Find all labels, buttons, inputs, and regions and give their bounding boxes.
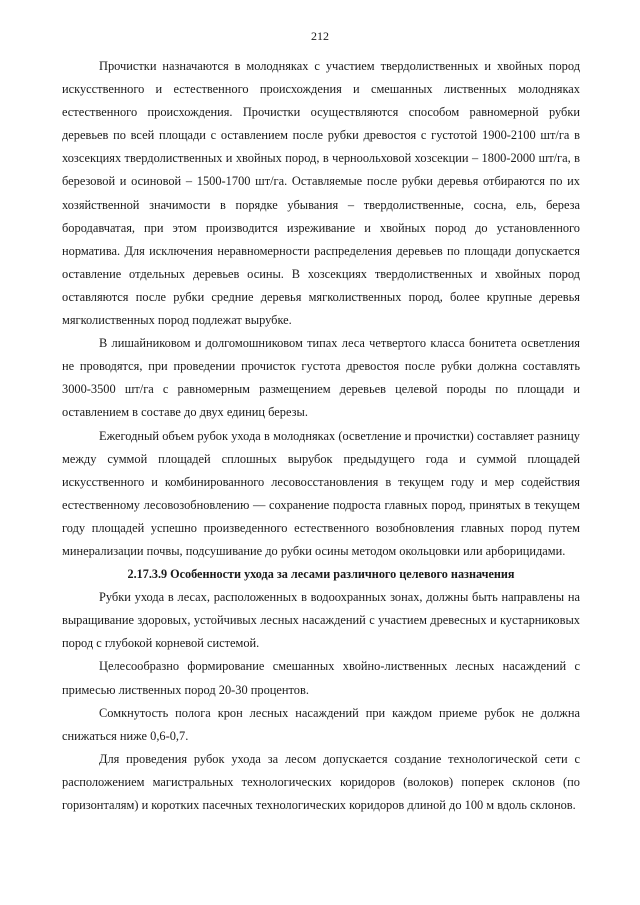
section-heading: 2.17.3.9 Особенности ухода за лесами различного целевого назначения (127, 567, 515, 582)
paragraph-lichen-forest-types: В лишайниковом и долгомошниковом типах леса четвертого класса бонитета осветления не проводятся, при проведении прочисток густота древостоя после рубки должна составлять 3000-3500 шт/га с равномерным размещением деревьев целевой породы по площади и оставлением в составе до двух единиц березы. (62, 336, 580, 420)
paragraph-technological-network: Для проведения рубок ухода за лесом допускается создание технологической сети с расположением магистральных технологических коридоров (волоков) поперек склонов (по горизонталям) и коротких пасечных технологических коридоров длиной до 100 м вдоль склонов. (62, 751, 580, 812)
paragraph-thinning-cleaning: Прочистки назначаются в молодняках с участием твердолиственных и хвойных пород искусственного и естественного происхождения и смешанных лиственных молодняках естественного происхождения. Прочистки осуществляются способом равномерной рубки деревьев по всей площади с оставлением после рубки древостоя с густотой 1900-2100 шт/га в хозсекциях твердолиственных и хвойных пород, в черноольховой хозсекции – 1800-2000 шт/га, в березовой и осиновой – 1500-1700 шт/га. Оставляемые после рубки деревья отбираются по их хозяйственной значимости в порядке убывания – твердолиственные, сосна, ель, береза бородавчатая, при этом производится изреживание и хвойных пород до установленного норматива. Для исключения неравномерности распределения деревьев по площади допускается оставление отдельных деревьев осины. В хозсекциях твердолиственных и хвойных пород оставляются после рубки средние деревья мягколиственных пород, более крупные деревья мягколиственных пород подлежат вырубке. (62, 59, 580, 328)
page-number: 212 (311, 29, 329, 43)
page-body (62, 55, 580, 817)
paragraph-mixed-stands: Целесообразно формирование смешанных хвойно-лиственных лесных насаждений с примесью лиственных пород 20-30 процентов. (62, 659, 580, 697)
paragraph-annual-volume: Ежегодный объем рубок ухода в молодняках (осветление и прочистки) составляет разницу между суммой площадей сплошных вырубок предыдущего года и суммой площадей искусственного и комбинированного лесовосстановления в текущем году и мер содействия естественному лесовозобновлению — сохранение подроста главных пород, принятых в текущем году площадей успешно произведенного естественного возобновления главных пород путем минерализации почвы, подсушивание до рубки осины методом окольцовки или арборицидами. (62, 428, 580, 558)
paragraph-canopy-closure: Сомкнутость полога крон лесных насаждений при каждом приеме рубок не должна снижаться ниже 0,6-0,7. (62, 705, 580, 743)
paragraph-water-protection: Рубки ухода в лесах, расположенных в водоохранных зонах, должны быть направлены на выращивание здоровых, устойчивых лесных насаждений с участием древесных и кустарниковых пород с глубокой корневой системой. (62, 590, 580, 651)
